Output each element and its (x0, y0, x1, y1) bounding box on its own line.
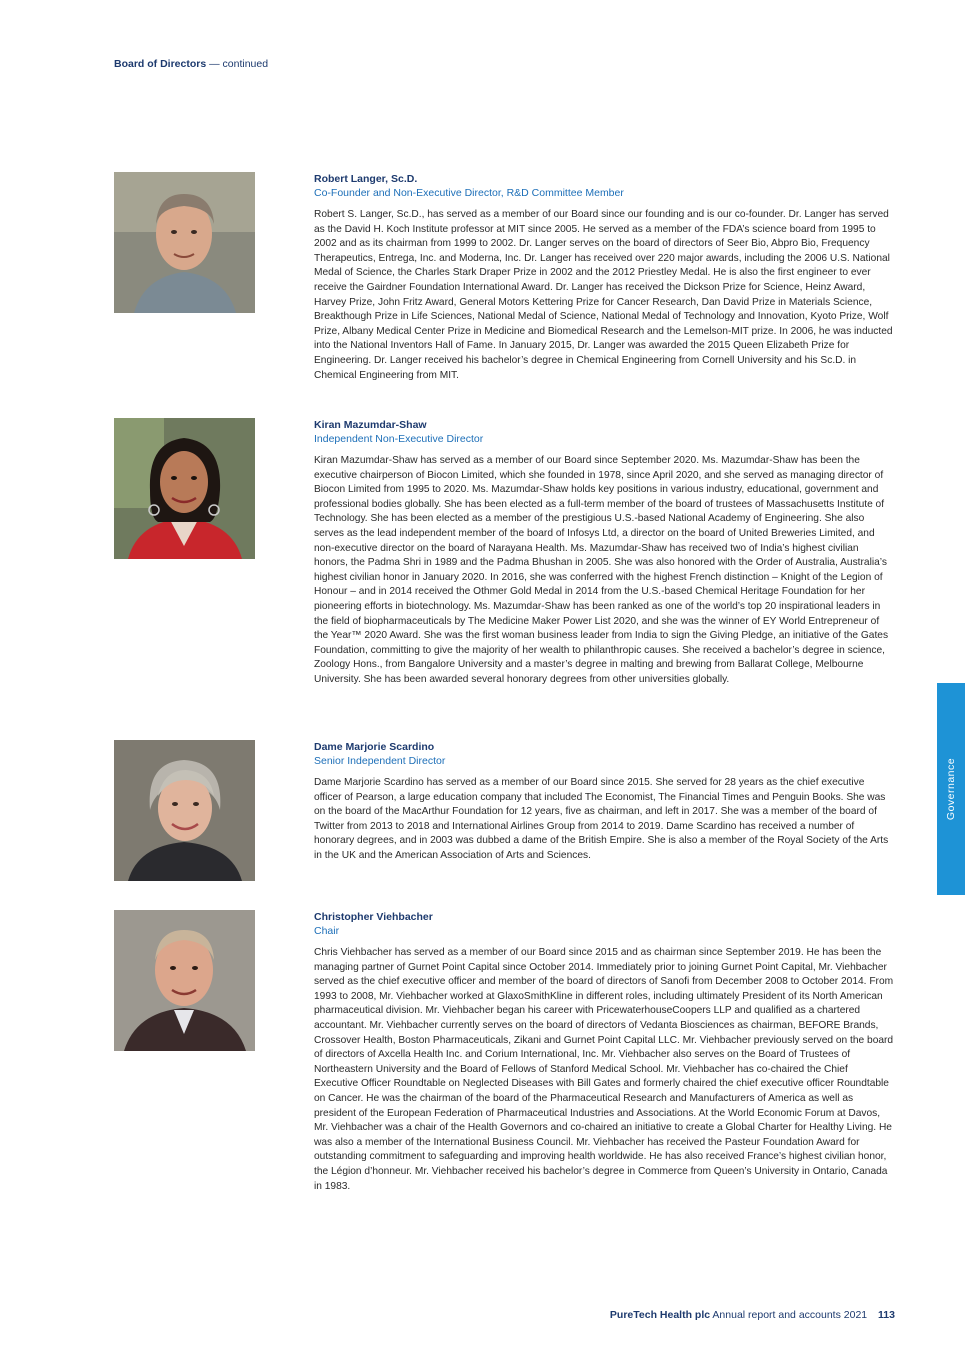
director-bio-text: Kiran Mazumdar-Shaw has served as a member of our Board since September 2020. Ms. Mazumdar-Shaw has been the executive chairperson of Biocon Limited, which she founded in 1978, since April 2020, and she served as managing director of Biocon Limited from 1995 to 2020. Ms. Mazumdar-Shaw holds key positions in various industry, educational, government and professional bodies globally. She has been elected as a full-term member of the board of trustees of Massachusetts Institute of Technology. She has been elected as a member of the prestigious U.S.-based National Academy of Engineering. She also serves as the lead independent member of the board of Infosys Ltd, a director on the board of United Breweries Limited, and non-executive director on the board of Narayana Health. Ms. Mazumdar-Shaw has received two of India’s highest civilian honors, the Padma Shri in 1989 and the Padma Bhushan in 2005. She was also honored with the Order of Australia, Australia’s highest civilian honor in January 2020. In 2016, she was conferred with the highest French distinction – Knight of the Legion of Honour – and in 2014 received the Othmer Gold Medal in 2014 from the U.S.-based Chemical Heritage Foundation for her pioneering efforts in biotechnology. Ms. Mazumdar-Shaw has been ranked as one of the world’s top 20 inspirational leaders in the field of biopharmaceuticals by The Medicine Maker Power List 2020, and she was the winner of EY World Entrepreneur of the Year™ 2020 Award. She was the first woman business leader from India to sign the Giving Pledge, an initiative of the Gates Foundation, committing to give the majority of her wealth to philanthropic causes. She received a bachelor’s degree in science, Zoology Hons., from Bangalore University and a master’s degree in malting and brewing from Ballarat College, Melbourne University. She has been awarded several honorary degrees from other universities globally. (314, 455, 889, 685)
director-photo (114, 740, 255, 881)
header-continued: — continued (209, 58, 269, 70)
page-number: 113 (878, 1309, 895, 1321)
director-role: Senior Independent Director (314, 755, 446, 767)
director-photo (114, 172, 255, 313)
director-name: Dame Marjorie Scardino (314, 741, 435, 753)
director-photo (114, 910, 255, 1051)
header-section-title: Board of Directors (114, 58, 207, 70)
director-role: Chair (314, 925, 340, 937)
page-footer (610, 1309, 895, 1321)
section-tab-governance[interactable] (937, 683, 965, 895)
section-tab-label: Governance (945, 757, 957, 821)
director-name: Christopher Viehbacher (314, 911, 433, 923)
director-name: Robert Langer, Sc.D. (314, 173, 418, 185)
running-header (114, 58, 268, 70)
director-bio-text: Robert S. Langer, Sc.D., has served as a member of our Board since our founding and is our co-founder. Dr. Langer has served as the David H. Koch Institute professor at MIT since 2005. He served as a member of the FDA’s science board from 1995 to 2002 and as its chairman from 1999 to 2002. Dr. Langer serves on the board of directors of Seer Bio, Abpro Bio, Frequency Therapeutics, Entrega, Inc. and Moderna, Inc. Dr. Langer has received over 220 major awards, including the 2006 U.S. National Medal of Science, the Charles Stark Draper Prize in 2002 and the 2012 Priestley Medal. He is also the first engineer to ever receive the Gairdner Foundation International Award. Dr. Langer has received the Dickson Prize for Science, Heinz Award, Harvey Prize, John Fritz Award, General Motors Kettering Prize for Cancer Research, Dan David Prize in Materials Science, Breakthough Prize in Life Sciences, National Medal of Science, National Medal of Technology and Innovation, Kyoto Prize, Wolf Prize, Albany Medical Center Prize in Medicine and Biomedical Research and the Lemelson-MIT prize. In 2006, he was inducted into the National Inventors Hall of Fame. In January 2015, Dr. Langer was awarded the 2015 Queen Elizabeth Prize for Engineering. Dr. Langer received his bachelor’s degree in Chemical Engineering from Cornell University and his Sc.D. in Chemical Engineering from MIT. (314, 209, 893, 381)
director-role: Co-Founder and Non-Executive Director, R&D Committee Member (314, 187, 624, 199)
director-bio-text: Chris Viehbacher has served as a member of our Board since 2015 and as chairman since September 2019. He has been the managing partner of Gurnet Point Capital since October 2014. Immediately prior to joining Gurnet Point Capital, Mr. Viehbacher served as the chief executive officer and member of the board of directors of Sanofi from December 2008 to October 2014. From 1993 to 2008, Mr. Viehbacher worked at GlaxoSmithKline in different roles, including ultimately President of its North American pharmaceutical division. Mr. Viehbacher began his career with PricewaterhouseCoopers LLP and qualified as a chartered accountant. Mr. Viehbacher currently serves on the board of directors of Vedanta Biosciences as chairman, BEFORE Brands, Crossover Health, Boston Pharmaceuticals, Zikani and Gurnet Point Capital LLC. Mr. Viehbacher previously served on the board of directors of Axcella Health Inc. and Corium International, Inc. Mr. Viehbacher also serves on the Board of Trustees of Northeastern University and the Board of Fellows of Stanford Medical School. Mr. Viehbacher has co-chaired the Chief Executive Officer Roundtable on Neglected Diseases with Bill Gates and formerly chaired the chief executive officer Roundtable on Cancer. He was the chairman of the board of the Pharmaceutical Research and Manufacturers of America as well as president of the European Federation of Pharmaceutical Industries and Associations. At the World Economic Forum at Davos, Mr. Viehbacher was a chair of the Health Governors and co-chaired an initiative to create a Global Charter for Healthy Living. He was also a member of the International Business Council. Mr. Viehbacher has received the Pasteur Foundation Award for outstanding commitment to safeguarding and improving health worldwide. He has also received France’s highest civilian honor, the Légion d’honneur. Mr. Viehbacher received his bachelor’s degree in Commerce from Queen’s University in Ontario, Canada in 1983. (314, 947, 894, 1192)
director-photo (114, 418, 255, 559)
footer-report-title: Annual report and accounts 2021 (712, 1309, 868, 1321)
director-bio-text: Dame Marjorie Scardino has served as a member of our Board since 2015. She served for 28 years as the chief executive officer of Pearson, a large education company that included The Economist, The Financial Times and Penguin Books. She was on the board of the MacArthur Foundation for 12 years, five as chairman, and left in 2017. She was a member of the board of Twitter from 2013 to 2018 and International Airlines Group from 2014 to 2019. Dame Scardino has received a number of honorary degrees, and in 2003 was dubbed a dame of the British Empire. She is also a member of the Royal Society of the Arts in the UK and the American Association of Arts and Sciences. (314, 777, 889, 861)
director-role: Independent Non-Executive Director (314, 433, 484, 445)
footer-company: PureTech Health plc (609, 1309, 711, 1321)
director-name: Kiran Mazumdar-Shaw (314, 419, 427, 431)
